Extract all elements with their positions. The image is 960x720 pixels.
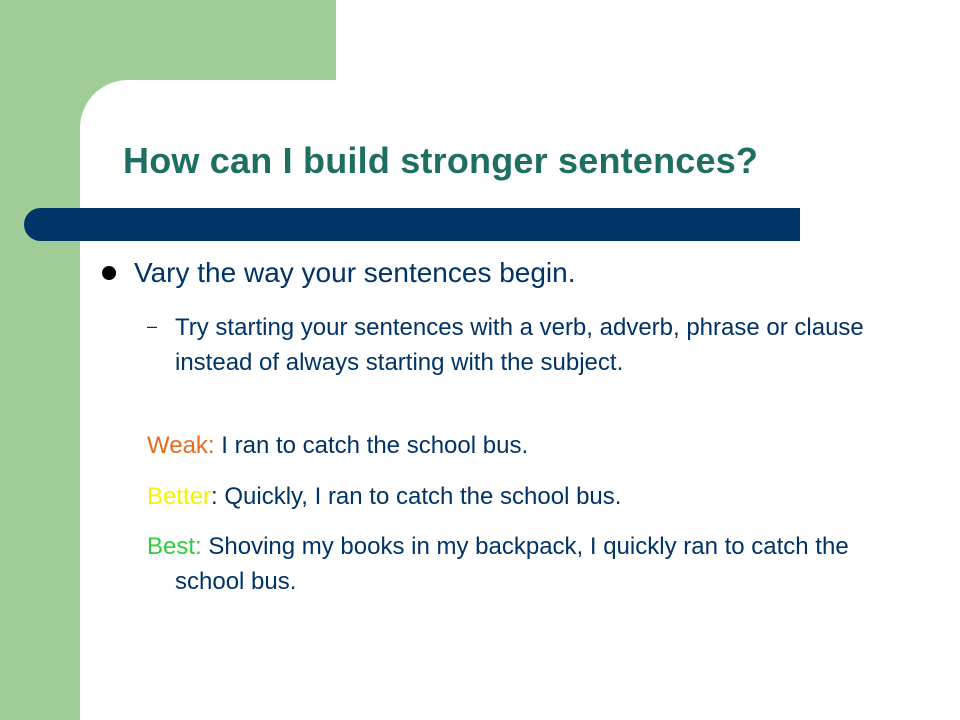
sub-bullet-dash-icon: – <box>147 316 158 336</box>
title-underline-bar <box>24 208 800 241</box>
example-weak <box>147 428 895 463</box>
example-better-text: : Quickly, I ran to catch the school bus. <box>211 483 622 510</box>
example-best-text: Shoving my books in my backpack, I quickly ran to catch the school bus. <box>175 533 849 595</box>
bullet-dot-icon <box>102 266 116 280</box>
sub-bullet-text: Try starting your sentences with a verb, adverb, phrase or clause instead of always starting with the subject. <box>175 314 864 376</box>
example-better-label: Better <box>147 483 212 510</box>
slide-title: How can I build stronger sentences? <box>123 140 759 181</box>
example-weak-text: I ran to catch the school bus. <box>214 432 529 459</box>
example-weak-label: Weak: <box>147 432 215 459</box>
example-best-label: Best: <box>147 533 202 560</box>
example-better <box>147 479 895 514</box>
example-best <box>147 529 895 599</box>
main-bullet-text: Vary the way your sentences begin. <box>134 257 576 288</box>
